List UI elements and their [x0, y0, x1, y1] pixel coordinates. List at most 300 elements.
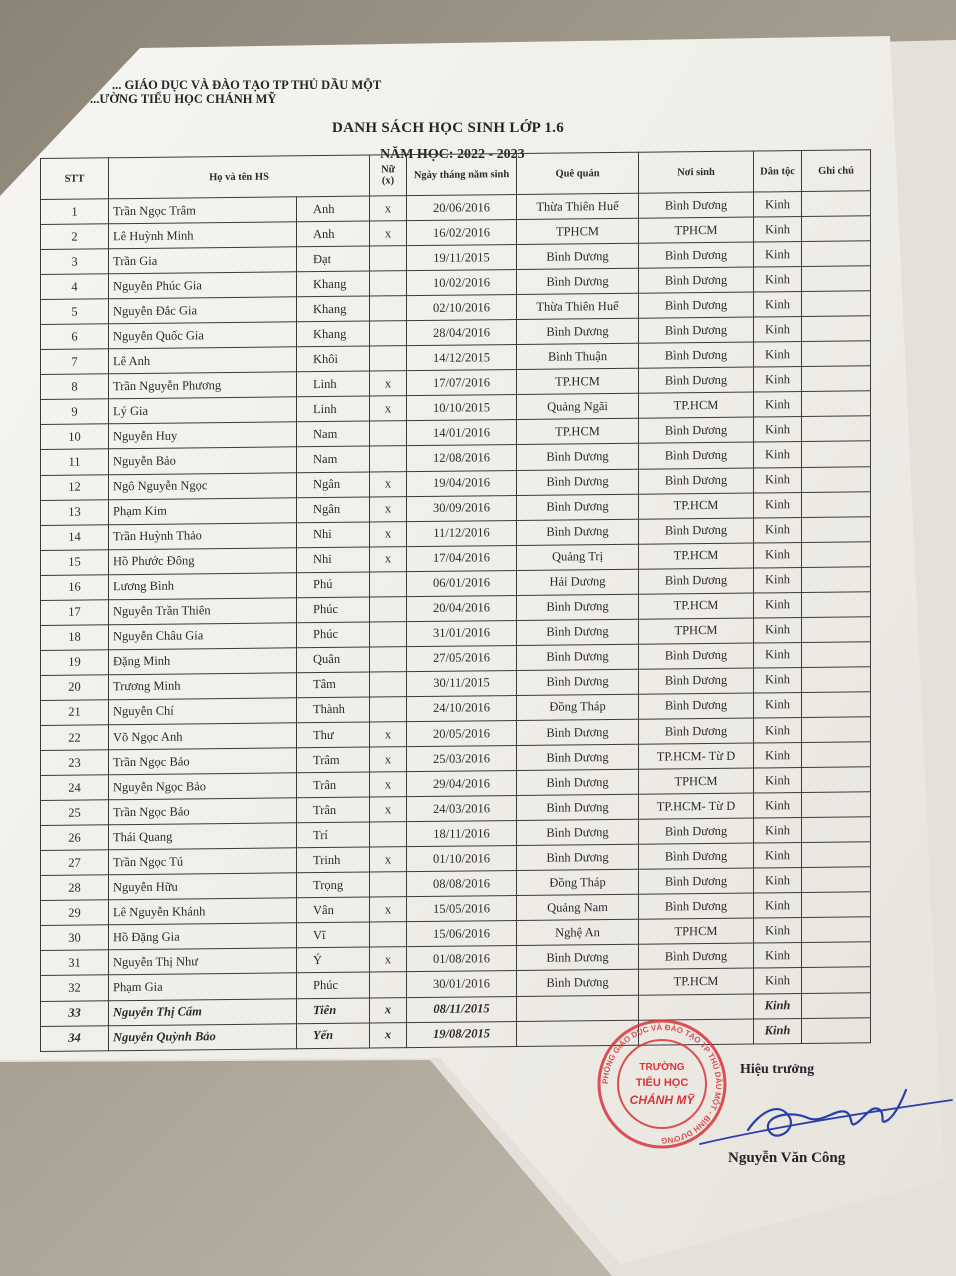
- ethnicity-cell: Kinh: [754, 718, 802, 744]
- stt-cell: 3: [41, 249, 109, 275]
- note-cell: [802, 216, 871, 242]
- given-name-cell: Trân: [297, 772, 370, 798]
- birthplace-cell: Bình Dương: [639, 868, 754, 894]
- birthplace-cell: Bình Dương: [639, 317, 754, 343]
- dob-cell: 08/08/2016: [407, 871, 517, 897]
- surname-cell: Đặng Minh: [109, 648, 297, 675]
- note-cell: [802, 967, 871, 993]
- birthplace-cell: TP.HCM: [639, 392, 754, 418]
- stt-cell: 18: [41, 625, 109, 651]
- note-cell: [802, 867, 871, 893]
- col-name: Họ và tên HS: [109, 155, 370, 199]
- stt-cell: 23: [41, 750, 109, 776]
- female-cell: [370, 346, 407, 371]
- ethnicity-cell: Kinh: [754, 392, 802, 418]
- female-cell: [370, 697, 407, 722]
- ethnicity-cell: Kinh: [754, 993, 802, 1019]
- ethnicity-cell: Kinh: [754, 642, 802, 668]
- note-cell: [802, 516, 871, 542]
- dob-cell: 15/05/2016: [407, 896, 517, 922]
- hometown-cell: Quảng Nam: [517, 895, 639, 921]
- birthplace-cell: Bình Dương: [639, 693, 754, 719]
- note-cell: [802, 942, 871, 968]
- ethnicity-cell: Kinh: [754, 592, 802, 618]
- birthplace-cell: TP.HCM: [639, 968, 754, 994]
- ethnicity-cell: Kinh: [754, 818, 802, 844]
- surname-cell: Lương Bình: [109, 573, 297, 600]
- surname-cell: Võ Ngọc Anh: [109, 723, 297, 750]
- birthplace-cell: Bình Dương: [639, 893, 754, 919]
- stt-cell: 25: [41, 800, 109, 826]
- birthplace-cell: TP.HCM- Từ D: [639, 793, 754, 819]
- note-cell: [802, 742, 871, 768]
- given-name-cell: Trâm: [297, 747, 370, 773]
- given-name-cell: Khôi: [297, 346, 370, 372]
- stt-cell: 4: [41, 274, 109, 300]
- female-cell: x: [370, 371, 407, 396]
- female-cell: x: [370, 847, 407, 872]
- stt-cell: 8: [41, 374, 109, 400]
- hometown-cell: Bình Dương: [517, 794, 639, 820]
- surname-cell: Ngô Nguyễn Ngọc: [109, 472, 297, 499]
- stt-cell: 17: [41, 600, 109, 626]
- surname-cell: Trần Ngọc Tú: [109, 848, 297, 875]
- dob-cell: 19/04/2016: [407, 470, 517, 496]
- ethnicity-cell: Kinh: [754, 442, 802, 468]
- birthplace-cell: TPHCM: [639, 217, 754, 243]
- stt-cell: 33: [41, 1000, 109, 1026]
- note-cell: [802, 366, 871, 392]
- female-cell: [370, 621, 407, 646]
- birthplace-cell: Bình Dương: [639, 643, 754, 669]
- principal-name: Nguyễn Văn Công: [728, 1150, 846, 1166]
- given-name-cell: Trinh: [297, 847, 370, 873]
- female-cell: [370, 321, 407, 346]
- note-cell: [802, 692, 871, 718]
- given-name-cell: Nhi: [297, 522, 370, 548]
- note-cell: [802, 391, 871, 417]
- given-name-cell: Phú: [297, 572, 370, 598]
- stt-cell: 22: [41, 725, 109, 751]
- hometown-cell: Bình Dương: [517, 669, 639, 695]
- ethnicity-cell: Kinh: [754, 492, 802, 518]
- seal-text-top: TRƯỜNG: [639, 1062, 685, 1073]
- dob-cell: 16/02/2016: [407, 220, 517, 246]
- female-cell: [370, 922, 407, 947]
- given-name-cell: Trọng: [297, 872, 370, 898]
- birthplace-cell: Bình Dương: [639, 518, 754, 544]
- col-hometown: Quê quán: [517, 152, 639, 194]
- note-cell: [802, 341, 871, 367]
- stt-cell: 21: [41, 700, 109, 726]
- surname-cell: Nguyễn Thị Cẩm: [109, 998, 297, 1025]
- hometown-cell: TP.HCM: [517, 369, 639, 395]
- stt-cell: 20: [41, 675, 109, 701]
- stt-cell: 6: [41, 324, 109, 350]
- note-cell: [802, 617, 871, 643]
- stt-cell: 31: [41, 950, 109, 976]
- female-cell: x: [370, 722, 407, 747]
- hometown-cell: Bình Dương: [517, 844, 639, 870]
- dob-cell: 19/08/2015: [407, 1021, 517, 1048]
- female-cell: x: [370, 471, 407, 496]
- birthplace-cell: Bình Dương: [639, 192, 754, 218]
- stt-cell: 12: [41, 474, 109, 500]
- birthplace-cell: Bình Dương: [639, 668, 754, 694]
- female-cell: x: [370, 521, 407, 546]
- birthplace-cell: Bình Dương: [639, 568, 754, 594]
- surname-cell: Hồ Phước Đông: [109, 547, 297, 574]
- dob-cell: 20/04/2016: [407, 595, 517, 621]
- dob-cell: 31/01/2016: [407, 620, 517, 646]
- given-name-cell: Phúc: [297, 597, 370, 623]
- female-cell: x: [370, 772, 407, 797]
- dob-cell: 20/06/2016: [407, 195, 517, 221]
- note-cell: [802, 792, 871, 818]
- note-cell: [802, 717, 871, 743]
- dob-cell: 28/04/2016: [407, 320, 517, 346]
- birthplace-cell: Bình Dương: [639, 843, 754, 869]
- stt-cell: 1: [41, 199, 109, 225]
- note-cell: [802, 416, 871, 442]
- surname-cell: Lê Huỳnh Minh: [109, 222, 297, 249]
- surname-cell: Lý Gia: [109, 397, 297, 424]
- stt-cell: 32: [41, 975, 109, 1001]
- ethnicity-cell: Kinh: [754, 743, 802, 769]
- stt-cell: 24: [41, 775, 109, 801]
- stt-cell: 13: [41, 499, 109, 525]
- birthplace-cell: Bình Dương: [639, 242, 754, 268]
- stt-cell: 29: [41, 900, 109, 926]
- given-name-cell: Ngân: [297, 472, 370, 498]
- dob-cell: 17/07/2016: [407, 370, 517, 396]
- hometown-cell: Bình Dương: [517, 243, 639, 269]
- female-cell: [370, 672, 407, 697]
- ethnicity-cell: Kinh: [754, 667, 802, 693]
- given-name-cell: Yến: [297, 1023, 370, 1049]
- hometown-cell: Bình Thuận: [517, 344, 639, 370]
- stt-cell: 10: [41, 424, 109, 450]
- hometown-cell: Bình Dương: [517, 494, 639, 520]
- surname-cell: Trần Gia: [109, 247, 297, 274]
- hometown-cell: Bình Dương: [517, 318, 639, 344]
- note-cell: [802, 992, 871, 1018]
- female-cell: [370, 972, 407, 997]
- dob-cell: 12/08/2016: [407, 445, 517, 471]
- ethnicity-cell: Kinh: [754, 292, 802, 318]
- hometown-cell: Bình Dương: [517, 619, 639, 645]
- ethnicity-cell: Kinh: [754, 768, 802, 794]
- hometown-cell: Hải Dương: [517, 569, 639, 595]
- given-name-cell: Nam: [297, 421, 370, 447]
- given-name-cell: Đạt: [297, 246, 370, 272]
- note-cell: [802, 491, 871, 517]
- principal-title: Hiệu trưởng: [740, 1062, 815, 1077]
- ethnicity-cell: Kinh: [754, 893, 802, 919]
- birthplace-cell: Bình Dương: [639, 818, 754, 844]
- dob-cell: 14/01/2016: [407, 420, 517, 446]
- hometown-cell: Bình Dương: [517, 719, 639, 745]
- surname-cell: Nguyễn Bảo: [109, 447, 297, 474]
- given-name-cell: Tiên: [297, 998, 370, 1024]
- hometown-cell: Bình Dương: [517, 744, 639, 770]
- stt-cell: 19: [41, 650, 109, 676]
- ethnicity-cell: Kinh: [754, 918, 802, 944]
- given-name-cell: Quân: [297, 647, 370, 673]
- note-cell: [802, 567, 871, 593]
- hometown-cell: Bình Dương: [517, 444, 639, 470]
- dob-cell: 08/11/2015: [407, 996, 517, 1022]
- dob-cell: 10/10/2015: [407, 395, 517, 421]
- hometown-cell: Quảng Ngãi: [517, 394, 639, 420]
- female-cell: x: [370, 997, 407, 1022]
- stt-cell: 30: [41, 925, 109, 951]
- surname-cell: Nguyễn Ngọc Bảo: [109, 773, 297, 800]
- note-cell: [802, 642, 871, 668]
- stt-cell: 28: [41, 875, 109, 901]
- ethnicity-cell: Kinh: [754, 267, 802, 293]
- school-header: ...ƯỜNG TIỂU HỌC CHÁNH MỸ: [90, 92, 277, 106]
- ethnicity-cell: Kinh: [754, 242, 802, 268]
- birthplace-cell: Bình Dương: [639, 342, 754, 368]
- given-name-cell: Khang: [297, 296, 370, 322]
- seal-text-mid: TIỂU HỌC: [635, 1077, 689, 1089]
- ethnicity-cell: Kinh: [754, 417, 802, 443]
- birthplace-cell: TPHCM: [639, 618, 754, 644]
- surname-cell: Thái Quang: [109, 823, 297, 850]
- hometown-cell: Quảng Trị: [517, 544, 639, 570]
- ethnicity-cell: Kinh: [754, 317, 802, 343]
- female-cell: [370, 872, 407, 897]
- col-birthplace: Nơi sinh: [639, 151, 754, 193]
- dob-cell: 18/11/2016: [407, 821, 517, 847]
- stt-cell: 7: [41, 349, 109, 375]
- dob-cell: 11/12/2016: [407, 520, 517, 546]
- seal-text-bottom: CHÁNH MỸ: [629, 1093, 695, 1107]
- stt-cell: 9: [41, 399, 109, 425]
- note-cell: [802, 592, 871, 618]
- birthplace-cell: Bình Dương: [639, 367, 754, 393]
- female-cell: [370, 571, 407, 596]
- given-name-cell: Linh: [297, 371, 370, 397]
- stt-cell: 27: [41, 850, 109, 876]
- hometown-cell: Đồng Tháp: [517, 869, 639, 895]
- dob-cell: 19/11/2015: [407, 245, 517, 271]
- note-cell: [802, 667, 871, 693]
- female-cell: [370, 647, 407, 672]
- surname-cell: Nguyễn Huy: [109, 422, 297, 449]
- note-cell: [802, 541, 871, 567]
- stt-cell: 16: [41, 574, 109, 600]
- note-cell: [802, 466, 871, 492]
- surname-cell: Trần Ngọc Trâm: [109, 197, 297, 224]
- given-name-cell: Vĩ: [297, 922, 370, 948]
- col-stt: STT: [41, 158, 109, 200]
- birthplace-cell: [639, 994, 754, 1020]
- female-cell: x: [370, 747, 407, 772]
- female-cell: x: [370, 897, 407, 922]
- ethnicity-cell: Kinh: [754, 692, 802, 718]
- document-title: DANH SÁCH HỌC SINH LỚP 1.6: [332, 120, 564, 136]
- surname-cell: Nguyễn Quỳnh Bảo: [109, 1023, 297, 1050]
- dob-cell: 10/02/2016: [407, 270, 517, 296]
- given-name-cell: Khang: [297, 321, 370, 347]
- surname-cell: Nguyễn Châu Gia: [109, 623, 297, 650]
- hometown-cell: Bình Dương: [517, 519, 639, 545]
- hometown-cell: Bình Dương: [517, 594, 639, 620]
- ethnicity-cell: Kinh: [754, 868, 802, 894]
- hometown-cell: Bình Dương: [517, 819, 639, 845]
- hometown-cell: Bình Dương: [517, 769, 639, 795]
- female-cell: x: [370, 1022, 407, 1048]
- birthplace-cell: Bình Dương: [639, 943, 754, 969]
- given-name-cell: Anh: [297, 221, 370, 247]
- given-name-cell: Thư: [297, 722, 370, 748]
- seal-ring-text: PHÒNG GIÁO DỤC VÀ ĐÀO TẠO TP THỦ DẦU MỘT - BÌNH DƯƠNG: [600, 1022, 724, 1146]
- note-cell: [802, 842, 871, 868]
- note-cell: [802, 767, 871, 793]
- surname-cell: Phạm Gia: [109, 973, 297, 1000]
- note-cell: [802, 191, 871, 217]
- ethnicity-cell: Kinh: [754, 542, 802, 568]
- birthplace-cell: Bình Dương: [639, 442, 754, 468]
- note-cell: [802, 266, 871, 292]
- birthplace-cell: TPHCM: [639, 768, 754, 794]
- female-cell: [370, 596, 407, 621]
- ethnicity-cell: Kinh: [754, 968, 802, 994]
- birthplace-cell: TP.HCM- Từ D: [639, 743, 754, 769]
- hometown-cell: Bình Dương: [517, 469, 639, 495]
- ethnicity-cell: Kinh: [754, 567, 802, 593]
- col-ethnicity: Dân tộc: [754, 151, 802, 193]
- ethnicity-cell: Kinh: [754, 192, 802, 218]
- surname-cell: Nguyễn Chí: [109, 698, 297, 725]
- surname-cell: Trần Ngọc Bảo: [109, 798, 297, 825]
- birthplace-cell: TP.HCM: [639, 493, 754, 519]
- surname-cell: Trần Ngọc Bảo: [109, 748, 297, 775]
- female-cell: x: [370, 196, 407, 221]
- surname-cell: Nguyễn Hữu: [109, 873, 297, 900]
- hometown-cell: TPHCM: [517, 218, 639, 244]
- female-cell: [370, 822, 407, 847]
- note-cell: [802, 441, 871, 467]
- hometown-cell: Thừa Thiên Huế: [517, 193, 639, 219]
- note-cell: [802, 291, 871, 317]
- female-cell: [370, 271, 407, 296]
- student-table: [40, 149, 870, 1052]
- dob-cell: 30/09/2016: [407, 495, 517, 521]
- note-cell: [802, 1017, 871, 1043]
- female-cell: x: [370, 496, 407, 521]
- surname-cell: Lê Anh: [109, 347, 297, 374]
- dob-cell: 06/01/2016: [407, 570, 517, 596]
- note-cell: [802, 892, 871, 918]
- stt-cell: 15: [41, 549, 109, 575]
- given-name-cell: Thành: [297, 697, 370, 723]
- hometown-cell: Bình Dương: [517, 644, 639, 670]
- birthplace-cell: Bình Dương: [639, 718, 754, 744]
- hometown-cell: Đồng Tháp: [517, 694, 639, 720]
- ethnicity-cell: Kinh: [754, 367, 802, 393]
- dob-cell: 20/05/2016: [407, 720, 517, 746]
- birthplace-cell: Bình Dương: [639, 468, 754, 494]
- dob-cell: 17/04/2016: [407, 545, 517, 571]
- ethnicity-cell: Kinh: [754, 943, 802, 969]
- hometown-cell: Bình Dương: [517, 970, 639, 996]
- given-name-cell: Nam: [297, 447, 370, 473]
- hometown-cell: Nghệ An: [517, 920, 639, 946]
- stt-cell: 2: [41, 224, 109, 250]
- stt-cell: 5: [41, 299, 109, 325]
- surname-cell: Nguyễn Phúc Gia: [109, 272, 297, 299]
- birthplace-cell: Bình Dương: [639, 292, 754, 318]
- given-name-cell: Anh: [297, 196, 370, 222]
- note-cell: [802, 241, 871, 267]
- birthplace-cell: TPHCM: [639, 918, 754, 944]
- dob-cell: 24/03/2016: [407, 796, 517, 822]
- ethnicity-cell: Kinh: [754, 1018, 802, 1044]
- given-name-cell: Trân: [297, 797, 370, 823]
- ethnicity-cell: Kinh: [754, 617, 802, 643]
- female-cell: x: [370, 947, 407, 972]
- female-cell: x: [370, 221, 407, 246]
- hometown-cell: Bình Dương: [517, 268, 639, 294]
- given-name-cell: Nhi: [297, 547, 370, 573]
- given-name-cell: Linh: [297, 396, 370, 422]
- surname-cell: Lê Nguyễn Khánh: [109, 898, 297, 925]
- dob-cell: 30/11/2015: [407, 670, 517, 696]
- col-female: Nữ (x): [370, 155, 407, 196]
- given-name-cell: Ngân: [297, 497, 370, 523]
- surname-cell: Nguyễn Đắc Gia: [109, 297, 297, 324]
- surname-cell: Trương Minh: [109, 673, 297, 700]
- given-name-cell: Trí: [297, 822, 370, 848]
- stt-cell: 14: [41, 524, 109, 550]
- female-cell: x: [370, 396, 407, 421]
- surname-cell: Trần Nguyễn Phương: [109, 372, 297, 399]
- given-name-cell: Khang: [297, 271, 370, 297]
- given-name-cell: Ý: [297, 947, 370, 973]
- hometown-cell: TP.HCM: [517, 419, 639, 445]
- ethnicity-cell: Kinh: [754, 217, 802, 243]
- stt-cell: 11: [41, 449, 109, 475]
- birthplace-cell: TP.HCM: [639, 543, 754, 569]
- birthplace-cell: Bình Dương: [639, 417, 754, 443]
- dob-cell: 27/05/2016: [407, 645, 517, 671]
- note-cell: [802, 917, 871, 943]
- given-name-cell: Phúc: [297, 973, 370, 999]
- given-name-cell: Vân: [297, 897, 370, 923]
- stt-cell: 26: [41, 825, 109, 851]
- note-cell: [802, 316, 871, 342]
- dob-cell: 25/03/2016: [407, 746, 517, 772]
- surname-cell: Phạm Kim: [109, 497, 297, 524]
- female-cell: [370, 296, 407, 321]
- given-name-cell: Tâm: [297, 672, 370, 698]
- surname-cell: Nguyễn Trần Thiên: [109, 598, 297, 625]
- female-cell: [370, 421, 407, 446]
- dob-cell: 24/10/2016: [407, 695, 517, 721]
- dob-cell: 14/12/2015: [407, 345, 517, 371]
- dob-cell: 01/10/2016: [407, 846, 517, 872]
- female-cell: [370, 246, 407, 271]
- dob-cell: 01/08/2016: [407, 946, 517, 972]
- dob-cell: 30/01/2016: [407, 971, 517, 997]
- birthplace-cell: TP.HCM: [639, 593, 754, 619]
- note-cell: [802, 817, 871, 843]
- hometown-cell: Thừa Thiên Huế: [517, 293, 639, 319]
- col-note: Ghi chú: [802, 150, 871, 192]
